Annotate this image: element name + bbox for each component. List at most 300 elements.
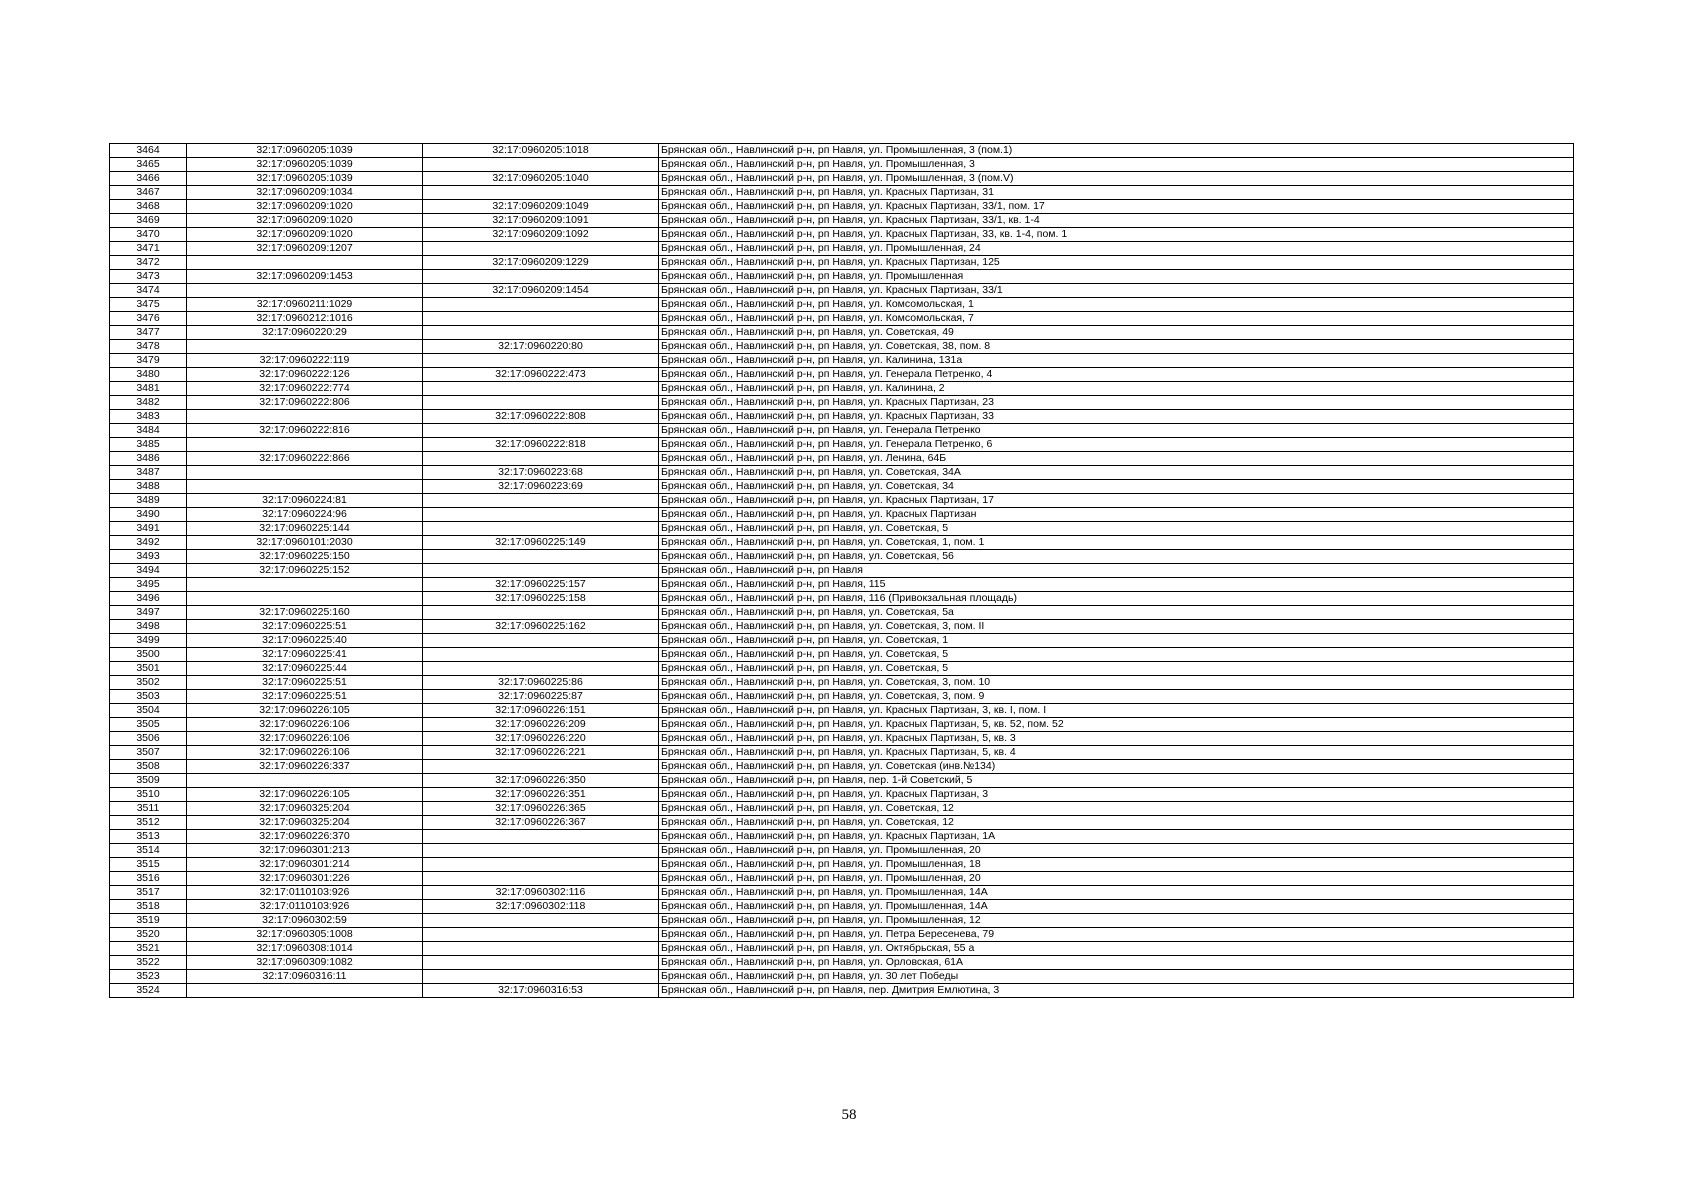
land-cadastral-number-cell: 32:17:0960226:106 xyxy=(187,718,423,732)
land-cadastral-number-cell: 32:17:0960225:44 xyxy=(187,662,423,676)
registry-table xyxy=(109,143,1574,998)
land-cadastral-number-cell: 32:17:0960209:1020 xyxy=(187,200,423,214)
land-cadastral-number-cell: 32:17:0960205:1039 xyxy=(187,144,423,158)
table-row xyxy=(110,228,1574,242)
address-cell: Брянская обл., Навлинский р-н, рп Навля, ул. Советская, 12 xyxy=(659,816,1574,830)
row-number-cell: 3472 xyxy=(110,256,187,270)
row-number-cell: 3482 xyxy=(110,396,187,410)
land-cadastral-number-cell: 32:17:0960305:1008 xyxy=(187,928,423,942)
address-cell: Брянская обл., Навлинский р-н, рп Навля, ул. Советская, 1, пом. 1 xyxy=(659,536,1574,550)
table-row xyxy=(110,564,1574,578)
object-cadastral-number-cell xyxy=(423,942,659,956)
row-number-cell: 3491 xyxy=(110,522,187,536)
table-row xyxy=(110,578,1574,592)
land-cadastral-number-cell: 32:17:0960225:150 xyxy=(187,550,423,564)
land-cadastral-number-cell: 32:17:0960209:1034 xyxy=(187,186,423,200)
row-number-cell: 3486 xyxy=(110,452,187,466)
row-number-cell: 3466 xyxy=(110,172,187,186)
table-row xyxy=(110,368,1574,382)
object-cadastral-number-cell xyxy=(423,242,659,256)
address-cell: Брянская обл., Навлинский р-н, рп Навля, ул. Советская, 5 xyxy=(659,662,1574,676)
address-cell: Брянская обл., Навлинский р-н, рп Навля, ул. Генерала Петренко, 4 xyxy=(659,368,1574,382)
land-cadastral-number-cell: 32:17:0960226:106 xyxy=(187,746,423,760)
land-cadastral-number-cell xyxy=(187,774,423,788)
object-cadastral-number-cell: 32:17:0960226:367 xyxy=(423,816,659,830)
table-row xyxy=(110,200,1574,214)
address-cell: Брянская обл., Навлинский р-н, рп Навля, ул. Советская, 3, пом. II xyxy=(659,620,1574,634)
object-cadastral-number-cell xyxy=(423,550,659,564)
land-cadastral-number-cell: 32:17:0960301:226 xyxy=(187,872,423,886)
land-cadastral-number-cell: 32:17:0960226:105 xyxy=(187,704,423,718)
object-cadastral-number-cell xyxy=(423,270,659,284)
row-number-cell: 3475 xyxy=(110,298,187,312)
land-cadastral-number-cell: 32:17:0960209:1020 xyxy=(187,214,423,228)
object-cadastral-number-cell xyxy=(423,298,659,312)
object-cadastral-number-cell xyxy=(423,494,659,508)
object-cadastral-number-cell xyxy=(423,760,659,774)
object-cadastral-number-cell: 32:17:0960209:1454 xyxy=(423,284,659,298)
table-row xyxy=(110,340,1574,354)
land-cadastral-number-cell: 32:17:0960225:41 xyxy=(187,648,423,662)
land-cadastral-number-cell xyxy=(187,256,423,270)
row-number-cell: 3506 xyxy=(110,732,187,746)
object-cadastral-number-cell: 32:17:0960205:1040 xyxy=(423,172,659,186)
table-row xyxy=(110,410,1574,424)
table-row xyxy=(110,382,1574,396)
land-cadastral-number-cell: 32:17:0960226:370 xyxy=(187,830,423,844)
object-cadastral-number-cell: 32:17:0960226:221 xyxy=(423,746,659,760)
table-row xyxy=(110,942,1574,956)
object-cadastral-number-cell xyxy=(423,396,659,410)
address-cell: Брянская обл., Навлинский р-н, рп Навля, пер. Дмитрия Емлютина, 3 xyxy=(659,984,1574,998)
table-row xyxy=(110,606,1574,620)
table-row xyxy=(110,886,1574,900)
address-cell: Брянская обл., Навлинский р-н, рп Навля, ул. Калинина, 2 xyxy=(659,382,1574,396)
address-cell: Брянская обл., Навлинский р-н, рп Навля, ул. Красных Партизан, 33/1, кв. 1-4 xyxy=(659,214,1574,228)
row-number-cell: 3512 xyxy=(110,816,187,830)
table-row xyxy=(110,522,1574,536)
address-cell: Брянская обл., Навлинский р-н, рп Навля, ул. Красных Партизан, 5, кв. 4 xyxy=(659,746,1574,760)
table-row xyxy=(110,452,1574,466)
address-cell: Брянская обл., Навлинский р-н, рп Навля, ул. Советская, 12 xyxy=(659,802,1574,816)
row-number-cell: 3471 xyxy=(110,242,187,256)
object-cadastral-number-cell xyxy=(423,564,659,578)
address-cell: Брянская обл., Навлинский р-н, рп Навля, ул. Ленина, 64Б xyxy=(659,452,1574,466)
row-number-cell: 3484 xyxy=(110,424,187,438)
row-number-cell: 3496 xyxy=(110,592,187,606)
table-row xyxy=(110,466,1574,480)
land-cadastral-number-cell: 32:17:0960225:152 xyxy=(187,564,423,578)
table-row xyxy=(110,256,1574,270)
object-cadastral-number-cell: 32:17:0960209:1049 xyxy=(423,200,659,214)
table-row xyxy=(110,242,1574,256)
land-cadastral-number-cell: 32:17:0960225:51 xyxy=(187,690,423,704)
address-cell: Брянская обл., Навлинский р-н, рп Навля, ул. Генерала Петренко, 6 xyxy=(659,438,1574,452)
object-cadastral-number-cell: 32:17:0960225:149 xyxy=(423,536,659,550)
address-cell: Брянская обл., Навлинский р-н, рп Навля, ул. Советская, 5а xyxy=(659,606,1574,620)
object-cadastral-number-cell xyxy=(423,508,659,522)
table-row xyxy=(110,298,1574,312)
address-cell: Брянская обл., Навлинский р-н, рп Навля, ул. Красных Партизан, 33/1 xyxy=(659,284,1574,298)
row-number-cell: 3520 xyxy=(110,928,187,942)
object-cadastral-number-cell: 32:17:0960223:69 xyxy=(423,480,659,494)
object-cadastral-number-cell: 32:17:0960222:473 xyxy=(423,368,659,382)
row-number-cell: 3519 xyxy=(110,914,187,928)
address-cell: Брянская обл., Навлинский р-н, рп Навля, ул. Советская, 56 xyxy=(659,550,1574,564)
address-cell: Брянская обл., Навлинский р-н, рп Навля, ул. Советская, 34А xyxy=(659,466,1574,480)
table-row xyxy=(110,676,1574,690)
table-row xyxy=(110,774,1574,788)
row-number-cell: 3468 xyxy=(110,200,187,214)
row-number-cell: 3524 xyxy=(110,984,187,998)
object-cadastral-number-cell: 32:17:0960225:158 xyxy=(423,592,659,606)
page-number: 58 xyxy=(841,1107,857,1123)
address-cell: Брянская обл., Навлинский р-н, рп Навля, ул. Красных Партизан, 33, кв. 1-4, пом. 1 xyxy=(659,228,1574,242)
object-cadastral-number-cell: 32:17:0960226:220 xyxy=(423,732,659,746)
object-cadastral-number-cell xyxy=(423,158,659,172)
row-number-cell: 3490 xyxy=(110,508,187,522)
land-cadastral-number-cell: 32:17:0960316:11 xyxy=(187,970,423,984)
table-row xyxy=(110,984,1574,998)
row-number-cell: 3514 xyxy=(110,844,187,858)
object-cadastral-number-cell xyxy=(423,354,659,368)
land-cadastral-number-cell: 32:17:0960325:204 xyxy=(187,802,423,816)
table-row xyxy=(110,172,1574,186)
table-row xyxy=(110,214,1574,228)
row-number-cell: 3517 xyxy=(110,886,187,900)
table-row xyxy=(110,732,1574,746)
land-cadastral-number-cell: 32:17:0960226:106 xyxy=(187,732,423,746)
land-cadastral-number-cell xyxy=(187,480,423,494)
object-cadastral-number-cell: 32:17:0960302:118 xyxy=(423,900,659,914)
land-cadastral-number-cell: 32:17:0960211:1029 xyxy=(187,298,423,312)
table-row xyxy=(110,718,1574,732)
row-number-cell: 3500 xyxy=(110,648,187,662)
row-number-cell: 3485 xyxy=(110,438,187,452)
address-cell: Брянская обл., Навлинский р-н, рп Навля, ул. Советская, 34 xyxy=(659,480,1574,494)
row-number-cell: 3499 xyxy=(110,634,187,648)
address-cell: Брянская обл., Навлинский р-н, рп Навля, ул. Красных Партизан, 17 xyxy=(659,494,1574,508)
address-cell: Брянская обл., Навлинский р-н, рп Навля, ул. Красных Партизан, 125 xyxy=(659,256,1574,270)
row-number-cell: 3481 xyxy=(110,382,187,396)
address-cell: Брянская обл., Навлинский р-н, рп Навля, ул. Красных Партизан, 3, кв. I, пом. I xyxy=(659,704,1574,718)
object-cadastral-number-cell xyxy=(423,326,659,340)
table-row xyxy=(110,844,1574,858)
table-row xyxy=(110,816,1574,830)
land-cadastral-number-cell: 32:17:0960222:126 xyxy=(187,368,423,382)
row-number-cell: 3494 xyxy=(110,564,187,578)
address-cell: Брянская обл., Навлинский р-н, рп Навля, ул. Промышленная, 12 xyxy=(659,914,1574,928)
table-row xyxy=(110,648,1574,662)
land-cadastral-number-cell: 32:17:0960209:1453 xyxy=(187,270,423,284)
row-number-cell: 3501 xyxy=(110,662,187,676)
address-cell: Брянская обл., Навлинский р-н, рп Навля, ул. Промышленная, 20 xyxy=(659,844,1574,858)
object-cadastral-number-cell xyxy=(423,858,659,872)
table-row xyxy=(110,158,1574,172)
land-cadastral-number-cell: 32:17:0960301:213 xyxy=(187,844,423,858)
object-cadastral-number-cell: 32:17:0960222:818 xyxy=(423,438,659,452)
object-cadastral-number-cell: 32:17:0960209:1091 xyxy=(423,214,659,228)
land-cadastral-number-cell: 32:17:0960325:204 xyxy=(187,816,423,830)
address-cell: Брянская обл., Навлинский р-н, рп Навля, ул. Промышленная, 14А xyxy=(659,900,1574,914)
land-cadastral-number-cell: 32:17:0960222:774 xyxy=(187,382,423,396)
address-cell: Брянская обл., Навлинский р-н, рп Навля, ул. Красных Партизан, 5, кв. 3 xyxy=(659,732,1574,746)
row-number-cell: 3483 xyxy=(110,410,187,424)
row-number-cell: 3489 xyxy=(110,494,187,508)
address-cell: Брянская обл., Навлинский р-н, рп Навля, ул. Генерала Петренко xyxy=(659,424,1574,438)
land-cadastral-number-cell: 32:17:0960302:59 xyxy=(187,914,423,928)
address-cell: Брянская обл., Навлинский р-н, рп Навля, ул. Советская, 3, пом. 10 xyxy=(659,676,1574,690)
object-cadastral-number-cell: 32:17:0960220:80 xyxy=(423,340,659,354)
object-cadastral-number-cell: 32:17:0960225:87 xyxy=(423,690,659,704)
row-number-cell: 3507 xyxy=(110,746,187,760)
land-cadastral-number-cell: 32:17:0960222:816 xyxy=(187,424,423,438)
object-cadastral-number-cell: 32:17:0960226:350 xyxy=(423,774,659,788)
object-cadastral-number-cell xyxy=(423,914,659,928)
table-row xyxy=(110,662,1574,676)
table-row xyxy=(110,424,1574,438)
address-cell: Брянская обл., Навлинский р-н, рп Навля, ул. Орловская, 61А xyxy=(659,956,1574,970)
land-cadastral-number-cell: 32:17:0110103:926 xyxy=(187,900,423,914)
table-row xyxy=(110,914,1574,928)
land-cadastral-number-cell: 32:17:0960308:1014 xyxy=(187,942,423,956)
row-number-cell: 3473 xyxy=(110,270,187,284)
object-cadastral-number-cell: 32:17:0960225:86 xyxy=(423,676,659,690)
row-number-cell: 3467 xyxy=(110,186,187,200)
row-number-cell: 3518 xyxy=(110,900,187,914)
land-cadastral-number-cell: 32:17:0960209:1207 xyxy=(187,242,423,256)
table-row xyxy=(110,872,1574,886)
address-cell: Брянская обл., Навлинский р-н, рп Навля, ул. Промышленная, 3 xyxy=(659,158,1574,172)
land-cadastral-number-cell xyxy=(187,410,423,424)
row-number-cell: 3510 xyxy=(110,788,187,802)
address-cell: Брянская обл., Навлинский р-н, рп Навля, ул. Петра Бересенева, 79 xyxy=(659,928,1574,942)
table-row xyxy=(110,284,1574,298)
object-cadastral-number-cell xyxy=(423,312,659,326)
address-cell: Брянская обл., Навлинский р-н, рп Навля, ул. Красных Партизан, 33/1, пом. 17 xyxy=(659,200,1574,214)
land-cadastral-number-cell: 32:17:0960222:806 xyxy=(187,396,423,410)
row-number-cell: 3493 xyxy=(110,550,187,564)
table-row xyxy=(110,900,1574,914)
land-cadastral-number-cell xyxy=(187,466,423,480)
row-number-cell: 3477 xyxy=(110,326,187,340)
object-cadastral-number-cell: 32:17:0960226:365 xyxy=(423,802,659,816)
table-row xyxy=(110,788,1574,802)
land-cadastral-number-cell: 32:17:0960101:2030 xyxy=(187,536,423,550)
row-number-cell: 3476 xyxy=(110,312,187,326)
row-number-cell: 3502 xyxy=(110,676,187,690)
address-cell: Брянская обл., Навлинский р-н, рп Навля, ул. Красных Партизан, 3 xyxy=(659,788,1574,802)
row-number-cell: 3522 xyxy=(110,956,187,970)
object-cadastral-number-cell xyxy=(423,844,659,858)
object-cadastral-number-cell xyxy=(423,872,659,886)
table-row xyxy=(110,634,1574,648)
object-cadastral-number-cell: 32:17:0960316:53 xyxy=(423,984,659,998)
row-number-cell: 3521 xyxy=(110,942,187,956)
land-cadastral-number-cell: 32:17:0960225:40 xyxy=(187,634,423,648)
table-row xyxy=(110,970,1574,984)
address-cell: Брянская обл., Навлинский р-н, рп Навля, ул. Красных Партизан, 31 xyxy=(659,186,1574,200)
row-number-cell: 3511 xyxy=(110,802,187,816)
land-cadastral-number-cell: 32:17:0960225:51 xyxy=(187,676,423,690)
land-cadastral-number-cell: 32:17:0960225:144 xyxy=(187,522,423,536)
row-number-cell: 3504 xyxy=(110,704,187,718)
object-cadastral-number-cell xyxy=(423,648,659,662)
object-cadastral-number-cell: 32:17:0960225:157 xyxy=(423,578,659,592)
registry-table-body xyxy=(110,144,1574,998)
address-cell: Брянская обл., Навлинский р-н, рп Навля, ул. Промышленная xyxy=(659,270,1574,284)
land-cadastral-number-cell: 32:17:0960205:1039 xyxy=(187,172,423,186)
object-cadastral-number-cell: 32:17:0960302:116 xyxy=(423,886,659,900)
object-cadastral-number-cell: 32:17:0960205:1018 xyxy=(423,144,659,158)
land-cadastral-number-cell: 32:17:0960226:105 xyxy=(187,788,423,802)
table-row xyxy=(110,480,1574,494)
row-number-cell: 3495 xyxy=(110,578,187,592)
address-cell: Брянская обл., Навлинский р-н, рп Навля, 115 xyxy=(659,578,1574,592)
object-cadastral-number-cell xyxy=(423,452,659,466)
address-cell: Брянская обл., Навлинский р-н, рп Навля, ул. Промышленная, 18 xyxy=(659,858,1574,872)
row-number-cell: 3474 xyxy=(110,284,187,298)
object-cadastral-number-cell: 32:17:0960223:68 xyxy=(423,466,659,480)
address-cell: Брянская обл., Навлинский р-н, рп Навля, ул. Промышленная, 3 (пом.1) xyxy=(659,144,1574,158)
land-cadastral-number-cell: 32:17:0960301:214 xyxy=(187,858,423,872)
address-cell: Брянская обл., Навлинский р-н, рп Навля, ул. Красных Партизан xyxy=(659,508,1574,522)
row-number-cell: 3505 xyxy=(110,718,187,732)
row-number-cell: 3487 xyxy=(110,466,187,480)
row-number-cell: 3478 xyxy=(110,340,187,354)
table-row xyxy=(110,312,1574,326)
address-cell: Брянская обл., Навлинский р-н, рп Навля, ул. Комсомольская, 7 xyxy=(659,312,1574,326)
object-cadastral-number-cell: 32:17:0960226:351 xyxy=(423,788,659,802)
land-cadastral-number-cell: 32:17:0960205:1039 xyxy=(187,158,423,172)
row-number-cell: 3465 xyxy=(110,158,187,172)
land-cadastral-number-cell xyxy=(187,284,423,298)
land-cadastral-number-cell xyxy=(187,984,423,998)
row-number-cell: 3503 xyxy=(110,690,187,704)
land-cadastral-number-cell xyxy=(187,578,423,592)
object-cadastral-number-cell xyxy=(423,522,659,536)
land-cadastral-number-cell xyxy=(187,438,423,452)
table-row xyxy=(110,536,1574,550)
row-number-cell: 3508 xyxy=(110,760,187,774)
object-cadastral-number-cell xyxy=(423,186,659,200)
object-cadastral-number-cell xyxy=(423,970,659,984)
land-cadastral-number-cell xyxy=(187,340,423,354)
table-row xyxy=(110,760,1574,774)
object-cadastral-number-cell xyxy=(423,956,659,970)
table-row xyxy=(110,186,1574,200)
object-cadastral-number-cell xyxy=(423,424,659,438)
land-cadastral-number-cell: 32:17:0960224:96 xyxy=(187,508,423,522)
address-cell: Брянская обл., Навлинский р-н, рп Навля, ул. Советская, 5 xyxy=(659,648,1574,662)
address-cell: Брянская обл., Навлинский р-н, рп Навля xyxy=(659,564,1574,578)
row-number-cell: 3498 xyxy=(110,620,187,634)
table-row xyxy=(110,620,1574,634)
object-cadastral-number-cell: 32:17:0960209:1092 xyxy=(423,228,659,242)
table-row xyxy=(110,494,1574,508)
address-cell: Брянская обл., Навлинский р-н, рп Навля, ул. Советская, 3, пом. 9 xyxy=(659,690,1574,704)
table-row xyxy=(110,690,1574,704)
object-cadastral-number-cell: 32:17:0960226:209 xyxy=(423,718,659,732)
address-cell: Брянская обл., Навлинский р-н, рп Навля, ул. Промышленная, 24 xyxy=(659,242,1574,256)
table-row xyxy=(110,270,1574,284)
object-cadastral-number-cell xyxy=(423,662,659,676)
row-number-cell: 3516 xyxy=(110,872,187,886)
table-row xyxy=(110,928,1574,942)
land-cadastral-number-cell xyxy=(187,592,423,606)
land-cadastral-number-cell: 32:17:0110103:926 xyxy=(187,886,423,900)
table-row xyxy=(110,508,1574,522)
land-cadastral-number-cell: 32:17:0960209:1020 xyxy=(187,228,423,242)
table-row xyxy=(110,956,1574,970)
address-cell: Брянская обл., Навлинский р-н, рп Навля, ул. 30 лет Победы xyxy=(659,970,1574,984)
address-cell: Брянская обл., Навлинский р-н, рп Навля, пер. 1-й Советский, 5 xyxy=(659,774,1574,788)
address-cell: Брянская обл., Навлинский р-н, рп Навля, ул. Советская, 5 xyxy=(659,522,1574,536)
object-cadastral-number-cell xyxy=(423,830,659,844)
land-cadastral-number-cell: 32:17:0960224:81 xyxy=(187,494,423,508)
address-cell: Брянская обл., Навлинский р-н, рп Навля, ул. Красных Партизан, 33 xyxy=(659,410,1574,424)
address-cell: Брянская обл., Навлинский р-н, рп Навля, ул. Советская, 49 xyxy=(659,326,1574,340)
address-cell: Брянская обл., Навлинский р-н, рп Навля, ул. Советская, 38, пом. 8 xyxy=(659,340,1574,354)
land-cadastral-number-cell: 32:17:0960220:29 xyxy=(187,326,423,340)
table-row xyxy=(110,550,1574,564)
table-row xyxy=(110,746,1574,760)
land-cadastral-number-cell: 32:17:0960225:51 xyxy=(187,620,423,634)
address-cell: Брянская обл., Навлинский р-н, рп Навля, ул. Советская (инв.№134) xyxy=(659,760,1574,774)
land-cadastral-number-cell: 32:17:0960222:866 xyxy=(187,452,423,466)
table-row xyxy=(110,592,1574,606)
object-cadastral-number-cell xyxy=(423,382,659,396)
row-number-cell: 3515 xyxy=(110,858,187,872)
table-row xyxy=(110,704,1574,718)
object-cadastral-number-cell: 32:17:0960226:151 xyxy=(423,704,659,718)
address-cell: Брянская обл., Навлинский р-н, рп Навля, ул. Советская, 1 xyxy=(659,634,1574,648)
table-row xyxy=(110,396,1574,410)
table-row xyxy=(110,858,1574,872)
address-cell: Брянская обл., Навлинский р-н, рп Навля, ул. Комсомольская, 1 xyxy=(659,298,1574,312)
address-cell: Брянская обл., Навлинский р-н, рп Навля, ул. Калинина, 131а xyxy=(659,354,1574,368)
row-number-cell: 3492 xyxy=(110,536,187,550)
address-cell: Брянская обл., Навлинский р-н, рп Навля, ул. Промышленная, 3 (пом.V) xyxy=(659,172,1574,186)
land-cadastral-number-cell: 32:17:0960212:1016 xyxy=(187,312,423,326)
table-row xyxy=(110,802,1574,816)
row-number-cell: 3470 xyxy=(110,228,187,242)
row-number-cell: 3497 xyxy=(110,606,187,620)
address-cell: Брянская обл., Навлинский р-н, рп Навля, ул. Красных Партизан, 5, кв. 52, пом. 52 xyxy=(659,718,1574,732)
object-cadastral-number-cell: 32:17:0960209:1229 xyxy=(423,256,659,270)
table-row xyxy=(110,326,1574,340)
address-cell: Брянская обл., Навлинский р-н, рп Навля, ул. Красных Партизан, 23 xyxy=(659,396,1574,410)
table-row xyxy=(110,144,1574,158)
table-row xyxy=(110,354,1574,368)
row-number-cell: 3480 xyxy=(110,368,187,382)
address-cell: Брянская обл., Навлинский р-н, рп Навля, ул. Промышленная, 14А xyxy=(659,886,1574,900)
land-cadastral-number-cell: 32:17:0960226:337 xyxy=(187,760,423,774)
row-number-cell: 3488 xyxy=(110,480,187,494)
table-row xyxy=(110,830,1574,844)
object-cadastral-number-cell xyxy=(423,928,659,942)
address-cell: Брянская обл., Навлинский р-н, рп Навля, ул. Промышленная, 20 xyxy=(659,872,1574,886)
address-cell: Брянская обл., Навлинский р-н, рп Навля, ул. Октябрьская, 55 а xyxy=(659,942,1574,956)
row-number-cell: 3479 xyxy=(110,354,187,368)
row-number-cell: 3464 xyxy=(110,144,187,158)
row-number-cell: 3469 xyxy=(110,214,187,228)
object-cadastral-number-cell xyxy=(423,606,659,620)
address-cell: Брянская обл., Навлинский р-н, рп Навля, 116 (Привокзальная площадь) xyxy=(659,592,1574,606)
row-number-cell: 3513 xyxy=(110,830,187,844)
land-cadastral-number-cell: 32:17:0960222:119 xyxy=(187,354,423,368)
table-row xyxy=(110,438,1574,452)
